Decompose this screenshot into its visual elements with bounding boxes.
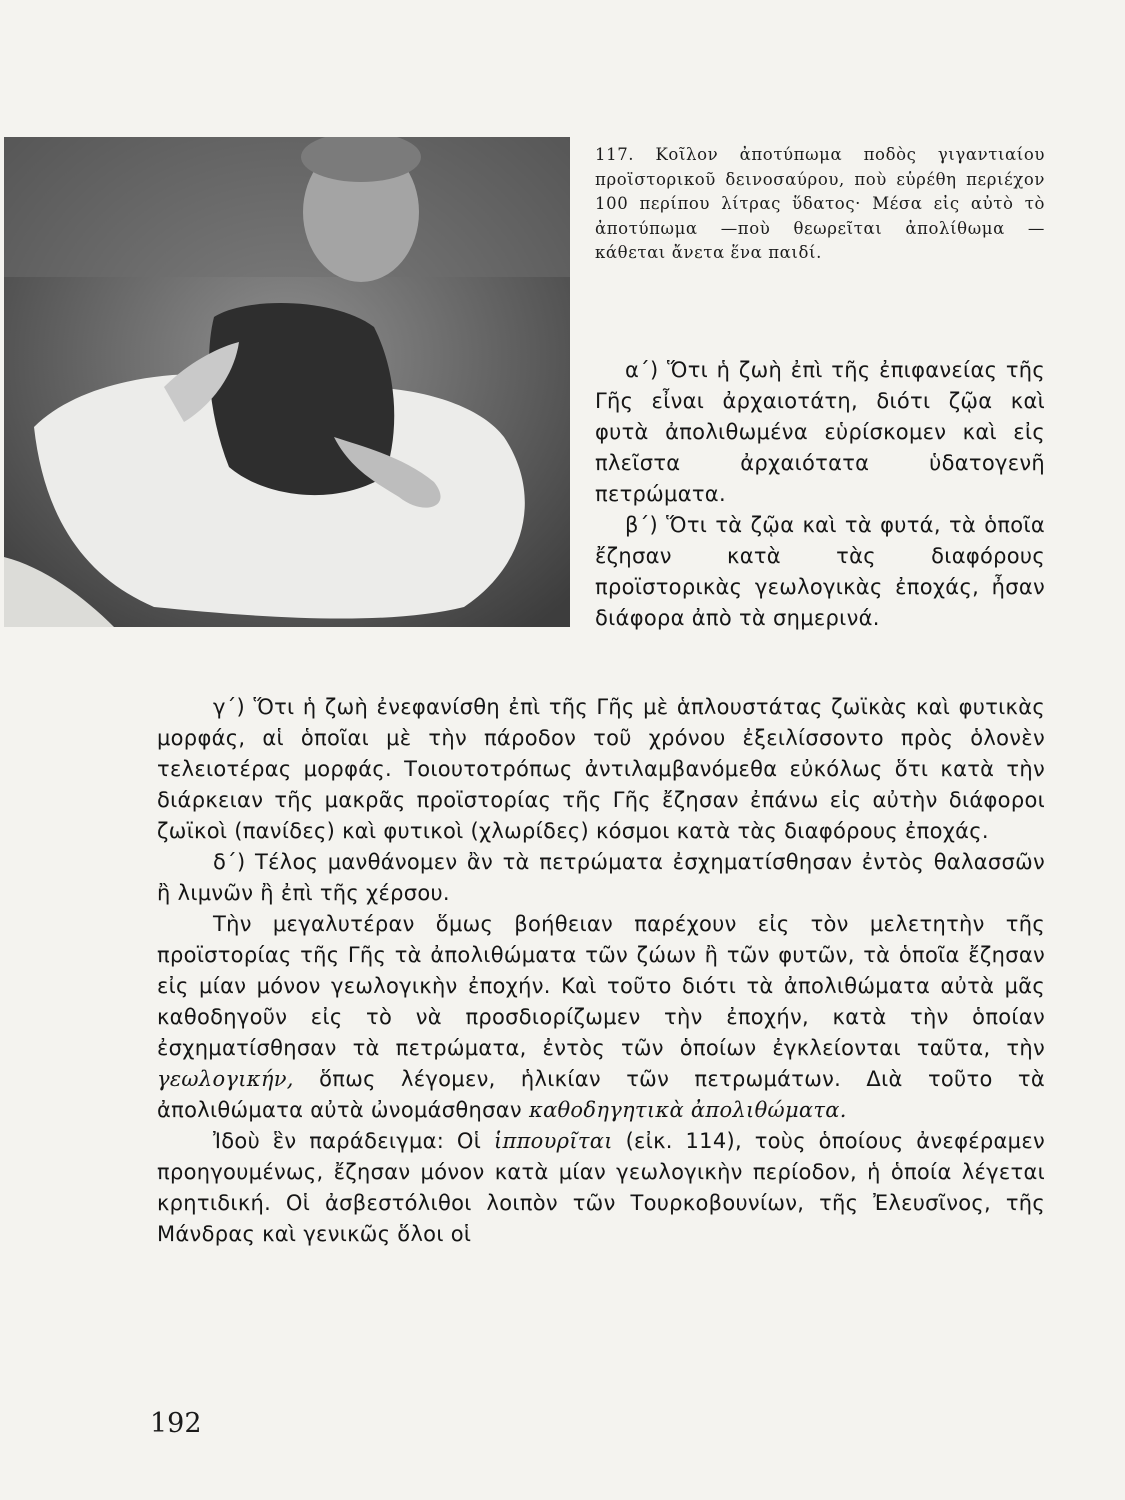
paragraph-alpha: α΄) Ὅτι ἡ ζωὴ ἐπὶ τῆς ἐπιφανείας τῆς Γῆς εἶναι ἀρχαιοτάτη, διότι ζῷα καὶ φυτὰ ἀπολιθωμένα εὑρίσκομεν καὶ εἰς πλεῖστα ἀρχαιότατα ὑδατογενῆ πετρώματα. xyxy=(595,358,1045,506)
paragraph-gamma: γ΄) Ὅτι ἡ ζωὴ ἐνεφανίσθη ἐπὶ τῆς Γῆς μὲ ἁπλουστάτας ζωϊκὰς καὶ φυτικὰς μορφάς, αἱ ὁποῖαι μὲ τὴν πάροδον τοῦ χρόνου ἐξειλίσσοντο πρὸς ὁλονὲν τελειοτέρας μορφάς. Τοιουτοτρόπως ἀντιλαμβανόμεθα εὐκόλως ὅτι κατὰ τὴν διάρκειαν τῆς μακρᾶς προϊστορίας τῆς Γῆς ἔζησαν ἐπάνω εἰς αὐτὴν διάφοροι ζωϊκοὶ (πανίδες) καὶ φυτικοὶ (χλωρίδες) κόσμοι κατὰ τὰς διαφόρους ἐποχάς. xyxy=(157,695,1045,843)
fossil-footprint-photo xyxy=(4,137,570,627)
guide-fossils-text-2: ὅπως λέγομεν, ἡλικίαν τῶν πετρωμάτων. Διὰ τοῦτο τὰ ἀπολιθώματα αὐτὰ ὠνομάσθησαν xyxy=(157,1067,1045,1122)
right-column-text xyxy=(595,355,1045,634)
photo-child-in-footprint xyxy=(4,137,570,627)
guide-fossils-italic-1: γεωλογικήν, xyxy=(157,1067,294,1091)
paragraph-example xyxy=(157,1126,1045,1250)
guide-fossils-text-1: Τὴν μεγαλυτέραν ὅμως βοήθειαν παρέχουν εἰς τὸν μελετητὴν τῆς προϊστορίας τῆς Γῆς τὰ ἀπολιθώματα τῶν ζώων ἢ τῶν φυτῶν, τὰ ὁποῖα ἔζησαν εἰς μίαν μόνον γεωλογικὴν ἐποχήν. Καὶ τοῦτο διότι τὰ ἀπολιθώματα αὐτὰ μᾶς καθοδηγοῦν εἰς τὸ νὰ προσδιορίζωμεν τὴν ἐποχήν, κατὰ τὴν ὁποίαν ἐσχηματίσθησαν τὰ πετρώματα, ἐντὸς τῶν ὁποίων ἐγκλείονται ταῦτα, τὴν xyxy=(157,912,1045,1060)
guide-fossils-italic-2: καθοδηγητικὰ ἀπολιθώματα. xyxy=(528,1098,847,1122)
paragraph-beta: β΄) Ὅτι τὰ ζῷα καὶ τὰ φυτά, τὰ ὁποῖα ἔζησαν κατὰ τὰς διαφόρους προϊστορικὰς γεωλογικὰς ἐποχάς, ἦσαν διάφορα ἀπὸ τὰ σημερινά. xyxy=(595,513,1045,630)
paragraph-guide-fossils xyxy=(157,909,1045,1126)
example-italic: ἱππουρῖται xyxy=(493,1129,613,1153)
page-number: 192 xyxy=(150,1408,202,1439)
caption-text: 117. Κοῖλον ἀποτύπωμα ποδὸς γιγαντιαίου προϊστορικοῦ δεινοσαύρου, ποὺ εὑρέθη περιέχον 100 περίπου λίτρας ὕδατος· Μέσα εἰς αὐτὸ τὸ ἀποτύπωμα —ποὺ θεωρεῖται ἀπολίθωμα — κάθεται ἄνετα ἕνα παιδί. xyxy=(595,145,1045,262)
figure-caption xyxy=(595,143,1045,266)
example-text-2: (εἰκ. 114), τοὺς ὁποίους ἀνεφέραμεν προηγουμένως, ἔζησαν μόνον κατὰ μίαν γεωλογικὴν περίοδον, ἡ ὁποία λέγεται κρητιδική. Οἱ ἀσβεστόλιθοι λοιπὸν τῶν Τουρκοβουνίων, τῆς Ἐλευσῖνος, τῆς Μάνδρας καὶ γενικῶς ὅλοι οἱ xyxy=(157,1129,1046,1246)
paragraph-delta: δ΄) Τέλος μανθάνομεν ἂν τὰ πετρώματα ἐσχηματίσθησαν ἐντὸς θαλασσῶν ἢ λιμνῶν ἢ ἐπὶ τῆς χέρσου. xyxy=(157,850,1045,905)
main-text xyxy=(157,692,1045,1250)
example-text-1: Ἰδοὺ ἓν παράδειγμα: Οἱ xyxy=(213,1129,482,1153)
